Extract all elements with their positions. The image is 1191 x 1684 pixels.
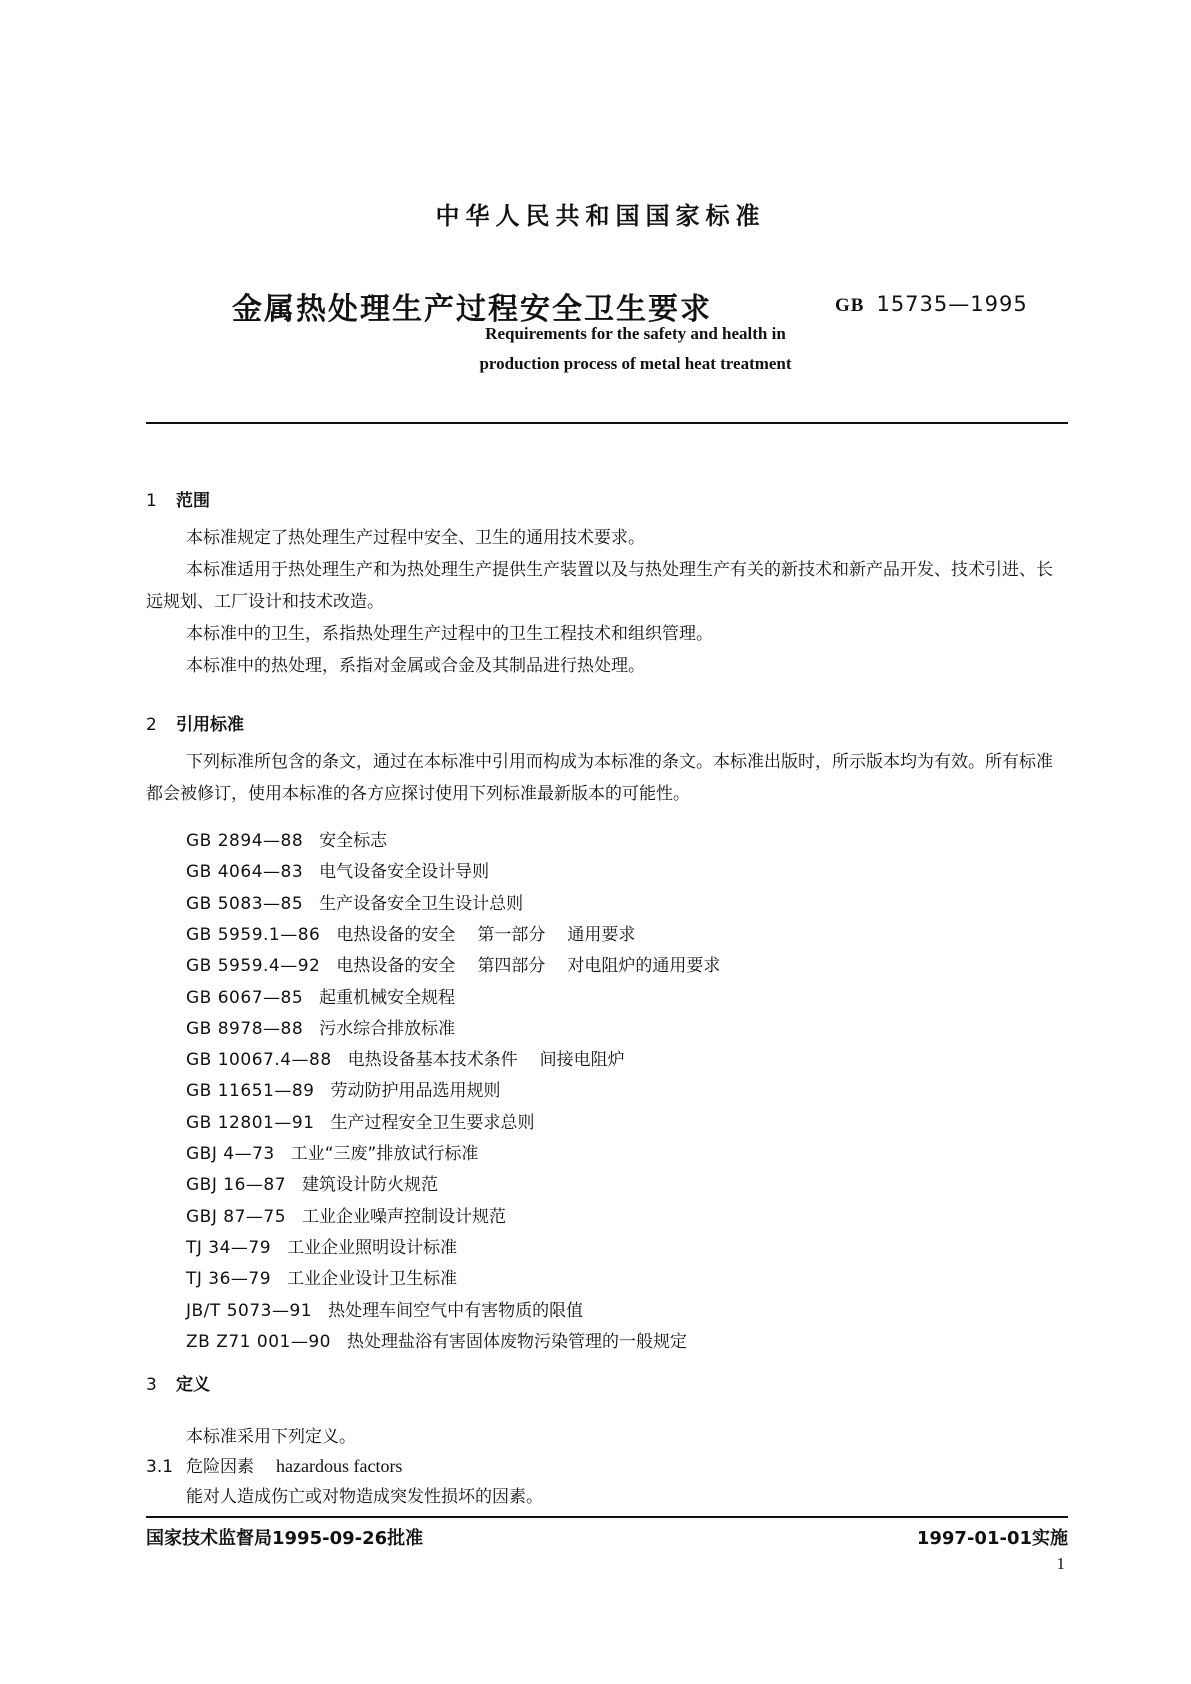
- section-2-number: 2: [146, 715, 157, 735]
- reference-title: [319, 988, 455, 1008]
- standard-prefix: GB: [835, 295, 865, 316]
- reference-title-part: 间接电阻炉: [539, 1050, 625, 1070]
- reference-title-main: 热处理盐浴有害固体废物污染管理的一般规定: [346, 1332, 687, 1352]
- reference-code: GB 8978—88: [186, 1019, 304, 1039]
- reference-item: [186, 1233, 457, 1258]
- reference-title-main: 电热设备基本技术条件: [347, 1050, 518, 1070]
- reference-title: [319, 831, 387, 851]
- reference-title: [328, 1301, 583, 1321]
- reference-code: JB/T 5073—91: [186, 1301, 313, 1321]
- reference-item: [186, 1170, 438, 1195]
- section-1-title: 范围: [176, 491, 210, 511]
- reference-item: [186, 1108, 534, 1133]
- section-1-para-2: 本标准适用于热处理生产和为热处理生产提供生产装置以及与热处理生产有关的新技术和新产品开发、技术引进、长远规划、工厂设计和技术改造。: [146, 560, 1053, 612]
- footer-rule: [146, 1516, 1068, 1518]
- reference-item: [186, 951, 720, 976]
- section-1-number: 1: [146, 491, 157, 511]
- reference-code: TJ 34—79: [186, 1238, 272, 1258]
- document-title-en-line2: production process of metal heat treatment: [479, 354, 792, 373]
- reference-item: [186, 1045, 625, 1070]
- reference-title: [302, 1175, 438, 1195]
- reference-title-main: 生产过程安全卫生要求总则: [330, 1113, 535, 1133]
- reference-code: GB 6067—85: [186, 988, 304, 1008]
- reference-item: [186, 1327, 687, 1352]
- reference-title-main: 建筑设计防火规范: [302, 1175, 439, 1195]
- reference-title: [319, 1019, 455, 1039]
- reference-title-main: 电热设备的安全: [336, 956, 456, 976]
- section-1-para-3: 本标准中的卫生，系指热处理生产过程中的卫生工程技术和组织管理。: [186, 624, 713, 644]
- section-1-para-1: 本标准规定了热处理生产过程中安全、卫生的通用技术要求。: [186, 528, 645, 548]
- reference-item: [186, 1014, 455, 1039]
- standard-code: 15735—1995: [876, 292, 1028, 316]
- definition-term: 危险因素: [186, 1457, 254, 1477]
- header-rule: [146, 422, 1068, 424]
- reference-item: [186, 920, 635, 945]
- section-3-heading: [146, 1370, 210, 1395]
- definition-text: 能对人造成伤亡或对物造成突发性损坏的因素。: [186, 1487, 543, 1507]
- reference-title-sub: 对电阻炉的通用要求: [567, 956, 721, 976]
- reference-title: [302, 1207, 506, 1227]
- reference-title-main: 工业企业噪声控制设计规范: [302, 1207, 507, 1227]
- reference-item: [186, 857, 489, 882]
- section-1-heading: [146, 486, 210, 511]
- reference-title-part: 第一部分: [477, 925, 546, 945]
- standard-number: [835, 292, 1028, 317]
- reference-code: GB 5959.1—86: [186, 925, 321, 945]
- reference-item: [186, 1076, 500, 1101]
- reference-title-main: 劳动防护用品选用规则: [330, 1081, 501, 1101]
- reference-code: GB 11651—89: [186, 1081, 315, 1101]
- reference-title-main: 电热设备的安全: [336, 925, 456, 945]
- definition-number: 3.1: [146, 1457, 174, 1477]
- reference-item: [186, 1264, 457, 1289]
- reference-title: [347, 1332, 687, 1352]
- national-standard-heading: 中华人民共和国国家标准: [435, 202, 766, 230]
- reference-title-main: 安全标志: [319, 831, 388, 851]
- section-3-number: 3: [146, 1375, 157, 1395]
- reference-title-main: 生产设备安全卫生设计总则: [319, 894, 524, 914]
- reference-code: GB 5959.4—92: [186, 956, 321, 976]
- reference-title: [336, 956, 720, 976]
- section-2-intro: 下列标准所包含的条文，通过在本标准中引用而构成为本标准的条文。本标准出版时，所示版本均为有效。所有标准都会被修订，使用本标准的各方应探讨使用下列标准最新版本的可能性。: [146, 752, 1053, 804]
- reference-title: [348, 1050, 625, 1070]
- section-3-title: 定义: [176, 1375, 210, 1395]
- reference-title: [319, 862, 489, 882]
- definition-3-1: [146, 1452, 402, 1477]
- reference-code: ZB Z71 001—90: [186, 1332, 331, 1352]
- document-title-cn: 金属热处理生产过程安全卫生要求: [232, 292, 712, 327]
- reference-title-main: 工业企业照明设计标准: [287, 1238, 458, 1258]
- reference-code: GBJ 87—75: [186, 1207, 287, 1227]
- reference-code: GB 12801—91: [186, 1113, 315, 1133]
- reference-title-main: 起重机械安全规程: [319, 988, 456, 1008]
- approval-date: 国家技术监督局1995-09-26批准: [146, 1528, 424, 1549]
- reference-item: [186, 1296, 583, 1321]
- section-3-intro: 本标准采用下列定义。: [186, 1427, 356, 1447]
- reference-code: TJ 36—79: [186, 1269, 272, 1289]
- section-2-title: 引用标准: [176, 715, 244, 735]
- effective-date: 1997-01-01实施: [916, 1528, 1068, 1549]
- reference-title: [287, 1238, 457, 1258]
- reference-title: [336, 925, 635, 945]
- document-title-en-line1: Requirements for the safety and health in: [485, 324, 786, 343]
- reference-title-sub: 通用要求: [567, 925, 636, 945]
- reference-code: GB 4064—83: [186, 862, 304, 882]
- reference-title: [330, 1081, 500, 1101]
- reference-code: GB 10067.4—88: [186, 1050, 332, 1070]
- reference-code: GBJ 4—73: [186, 1144, 275, 1164]
- reference-code: GB 5083—85: [186, 894, 304, 914]
- reference-item: [186, 1139, 478, 1164]
- reference-title: [330, 1113, 534, 1133]
- reference-title: [319, 894, 523, 914]
- reference-item: [186, 1202, 506, 1227]
- reference-item: [186, 889, 523, 914]
- reference-item: [186, 983, 455, 1008]
- section-2-heading: [146, 710, 244, 735]
- reference-title: [287, 1269, 457, 1289]
- definition-term-en: hazardous factors: [276, 1456, 403, 1476]
- reference-item: [186, 826, 387, 851]
- reference-title-main: 工业企业设计卫生标准: [287, 1269, 458, 1289]
- reference-title-main: 电气设备安全设计导则: [319, 862, 490, 882]
- section-1-para-4: 本标准中的热处理，系指对金属或合金及其制品进行热处理。: [186, 656, 645, 676]
- reference-title-part: 第四部分: [477, 956, 546, 976]
- page-number: 1: [1056, 1554, 1065, 1573]
- reference-title-main: 热处理车间空气中有害物质的限值: [328, 1301, 584, 1321]
- reference-title-main: 污水综合排放标准: [319, 1019, 456, 1039]
- reference-code: GB 2894—88: [186, 831, 304, 851]
- reference-title: [291, 1144, 479, 1164]
- reference-title-main: 工业“三废”排放试行标准: [290, 1144, 479, 1164]
- reference-code: GBJ 16—87: [186, 1175, 287, 1195]
